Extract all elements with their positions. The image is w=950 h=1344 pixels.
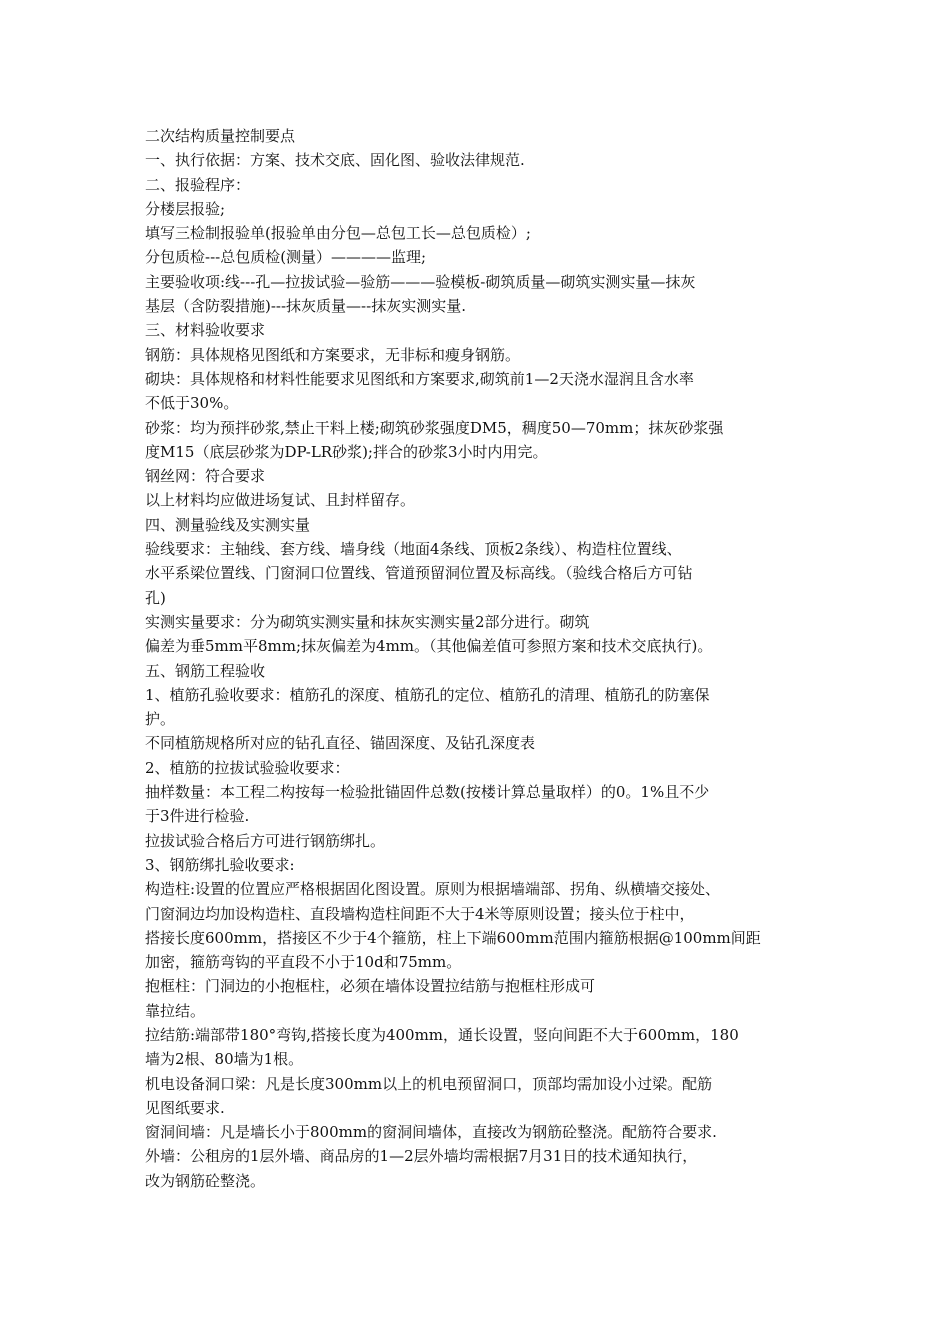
text-line: 钢筋：具体规格见图纸和方案要求，无非标和瘦身钢筋。	[145, 345, 521, 364]
text-line: 填写三检制报验单(报验单由分包—总包工长—总包质检）;	[145, 224, 531, 243]
text-line: 加密，箍筋弯钩的平直段不小于10d和75mm。	[145, 953, 462, 972]
text-line: 实测实量要求：分为砌筑实测实量和抹灰实测实量2部分进行。砌筑	[145, 612, 590, 631]
text-line: 改为钢筋砼整浇。	[145, 1171, 266, 1190]
text-line: 孔)	[145, 588, 166, 607]
text-line: 外墙：公租房的1层外墙、商品房的1—2层外墙均需根据7月31日的技术通知执行，	[145, 1147, 698, 1166]
text-line: 窗洞间墙：凡是墙长小于800mm的窗洞间墙体，直接改为钢筋砼整浇。配筋符合要求.	[145, 1123, 717, 1142]
text-line: 1、植筋孔验收要求：植筋孔的深度、植筋孔的定位、植筋孔的清理、植筋孔的防塞保	[145, 685, 710, 704]
text-line: 砂浆：均为预拌砂浆,禁止干料上楼;砌筑砂浆强度DM5，稠度50—70mm；抹灰砂浆强	[145, 418, 724, 437]
text-line: 不同植筋规格所对应的钻孔直径、锚固深度、及钻孔深度表	[145, 734, 536, 753]
section-heading: 四、测量验线及实测实量	[145, 515, 311, 534]
text-line: 护。	[145, 710, 176, 729]
text-line: 度M15（底层砂浆为DP-LR砂浆);拌合的砂浆3小时内用完。	[145, 442, 548, 461]
section-heading: 二、报验程序：	[145, 175, 251, 194]
text-line: 构造柱:设置的位置应严格根据固化图设置。原则为根据墙端部、拐角、纵横墙交接处、	[145, 880, 721, 899]
text-line: 机电设备洞口梁：凡是长度300mm以上的机电预留洞口，顶部均需加设小过梁。配筋	[145, 1074, 713, 1093]
text-line: 分包质检---总包质检(测量）————监理;	[145, 248, 427, 267]
text-line: 抱框柱：门洞边的小抱框柱，必须在墙体设置拉结筋与抱框柱形成可	[145, 977, 596, 996]
text-line: 门窗洞边均加设构造柱、直段墙构造柱间距不大于4米等原则设置；接头位于柱中，	[145, 904, 695, 923]
text-line: 见图纸要求.	[145, 1098, 225, 1117]
text-line: 于3件进行检验.	[145, 807, 250, 826]
text-line: 以上材料均应做进场复试、且封样留存。	[145, 491, 416, 510]
section-heading: 一、执行依据：方案、技术交底、固化图、验收法律规范.	[145, 151, 525, 170]
text-line: 靠拉结。	[145, 1001, 206, 1020]
text-line: 不低于30%。	[145, 394, 239, 413]
text-line: 搭接长度600mm，搭接区不少于4个箍筋，柱上下端600mm范围内箍筋根据@100mm间距	[145, 928, 761, 947]
text-line: 验线要求：主轴线、套方线、墙身线（地面4条线、顶板2条线）、构造柱位置线、	[145, 540, 682, 559]
text-line: 基层（含防裂措施)---抹灰质量—--抹灰实测实量.	[145, 297, 466, 316]
text-line: 3、钢筋绑扎验收要求:	[145, 855, 295, 874]
text-line: 水平系梁位置线、门窗洞口位置线、管道预留洞位置及标高线。（验线合格后方可钻	[145, 564, 693, 583]
text-line: 偏差为垂5mm平8mm;抹灰偏差为4mm。（其他偏差值可参照方案和技术交底执行)。	[145, 637, 713, 656]
document-body	[145, 124, 825, 1193]
text-line: 主要验收项:线---孔—拉拔试验—验筋———验模板-砌筑质量—砌筑实测实量—抹灰	[145, 272, 696, 291]
text-line: 钢丝网：符合要求	[145, 467, 266, 486]
text-line: 砌块：具体规格和材料性能要求见图纸和方案要求,砌筑前1—2天浇水湿润且含水率	[145, 369, 694, 388]
text-line: 抽样数量：本工程二构按每一检验批锚固件总数(按楼计算总量取样）的0。1%且不少	[145, 783, 710, 802]
section-heading: 五、钢筋工程验收	[145, 661, 266, 680]
text-line: 拉结筋:端部带180°弯钩,搭接长度为400mm，通长设置，竖向间距不大于600mm，180	[145, 1025, 739, 1044]
document-title: 二次结构质量控制要点	[145, 127, 296, 145]
text-line: 2、植筋的拉拔试验验收要求：	[145, 758, 350, 777]
section-heading: 三、材料验收要求	[145, 321, 266, 340]
text-line: 分楼层报验;	[145, 199, 226, 218]
text-line: 拉拔试验合格后方可进行钢筋绑扎。	[145, 831, 386, 850]
text-line: 墙为2根、80墙为1根。	[145, 1050, 304, 1069]
